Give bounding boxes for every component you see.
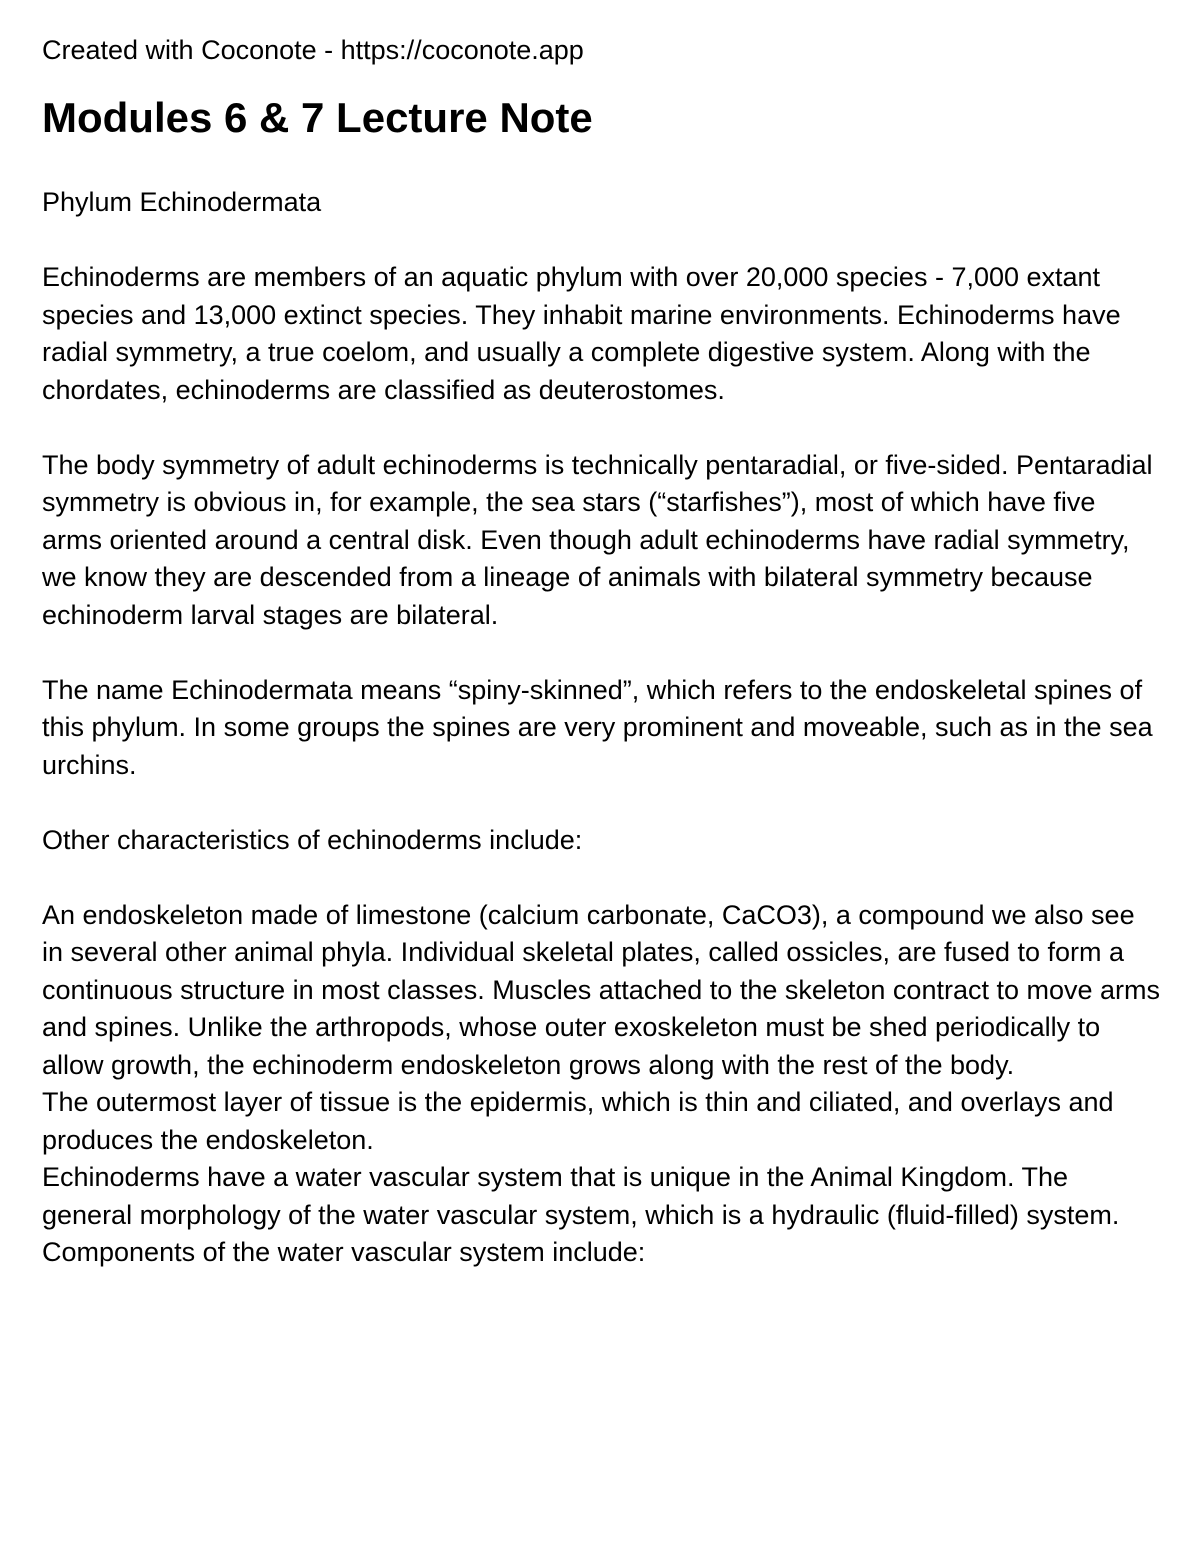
section-heading: Phylum Echinodermata: [42, 187, 322, 217]
paragraph-water-vascular: Echinoderms have a water vascular system that is unique in the Animal Kingdom. The general morphology of the water vascular system, which is a hydraulic (fluid-filled) system. Components of the water vascular system include:: [42, 1162, 1120, 1267]
created-with-line: Created with Coconote - https://coconote.app: [42, 35, 584, 65]
paragraph-epidermis: The outermost layer of tissue is the epidermis, which is thin and ciliated, and overlays and produces the endoskeleton.: [42, 1087, 1114, 1155]
note-body: [42, 184, 1162, 1272]
paragraph-characteristics-intro: Other characteristics of echinoderms include:: [42, 824, 583, 855]
paragraph-overview: Echinoderms are members of an aquatic phylum with over 20,000 species - 7,000 extant species and 13,000 extinct species. They inhabit marine environments. Echinoderms have radial symmetry, a true coelom, and usually a complete digestive system. Along with the chordates, echinoderms are classified as deuterostomes.: [42, 262, 1121, 405]
paragraph-endoskeleton: An endoskeleton made of limestone (calcium carbonate, CaCO3), a compound we also see in several other animal phyla. Individual skeletal plates, called ossicles, are fused to form a continuous structure in most classes. Muscles attached to the skeleton contract to move arms and spines. Unlike the arthropods, whose outer exoskeleton must be shed periodically to allow growth, the echinoderm endoskeleton grows along with the rest of the body.: [42, 899, 1161, 1080]
paragraph-symmetry: The body symmetry of adult echinoderms is technically pentaradial, or five-sided. Pentaradial symmetry is obvious in, for example, the sea stars (“starfishes”), most of which have five arms oriented around a central disk. Even though adult echinoderms have radial symmetry, we know they are descended from a lineage of animals with bilateral symmetry because echinoderm larval stages are bilateral.: [42, 449, 1153, 630]
page-title: Modules 6 & 7 Lecture Note: [42, 94, 593, 141]
document-page: [42, 32, 1162, 1272]
paragraph-name-meaning: The name Echinodermata means “spiny-skinned”, which refers to the endoskeletal spines of this phylum. In some groups the spines are very prominent and moveable, such as in the sea urchins.: [42, 674, 1153, 780]
